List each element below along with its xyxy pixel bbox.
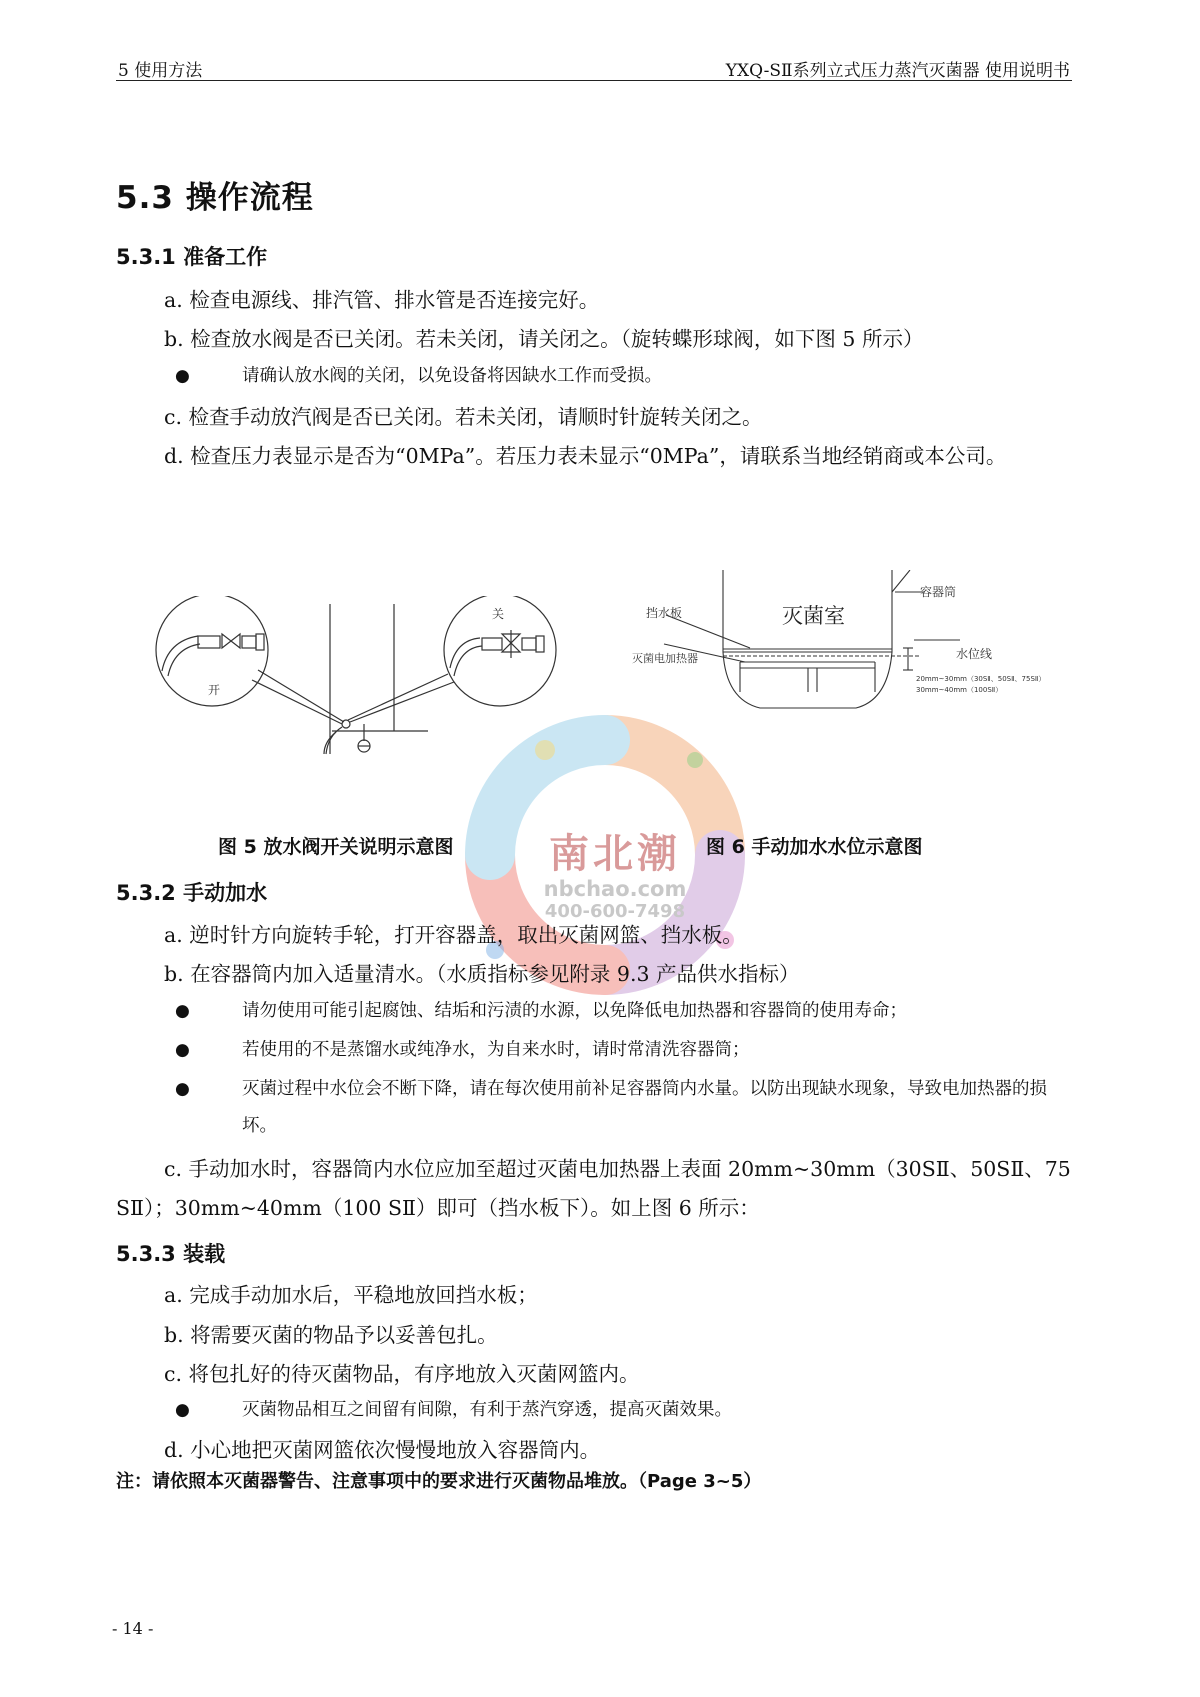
fig6-container-label: 容器筒 [920, 585, 957, 599]
bullet-text: 请勿使用可能引起腐蚀、结垢和污渍的水源，以免降低电加热器和容器筒的使用寿命； [242, 1001, 907, 1021]
bullet-icon: ● [175, 1079, 190, 1099]
step-531-a: a. 检查电源线、排汽管、排水管是否连接完好。 [164, 288, 600, 312]
step-532-b: b. 在容器筒内加入适量清水。（水质指标参见附录 9.3 产品供水指标） [164, 962, 800, 986]
fig6-baffle-label: 挡水板 [646, 606, 683, 620]
step-531-d: d. 检查压力表显示是否为“0MPa”。若压力表未显示“0MPa”，请联系当地经销商或本公司。 [164, 444, 1007, 468]
bullet-text: 灭菌过程中水位会不断下降，请在每次使用前补足容器筒内水量。以防出现缺水现象，导致电加热器的损坏。 [242, 1079, 1047, 1136]
step-531-b: b. 检查放水阀是否已关闭。若未关闭，请关闭之。（旋转蝶形球阀，如下图 5 所示） [164, 327, 924, 351]
figure-5-caption: 图 5 放水阀开关说明示意图 [218, 836, 454, 858]
fig6-heater-label: 灭菌电加热器 [632, 652, 698, 665]
stacking-note: 注：请依照本灭菌器警告、注意事项中的要求进行灭菌物品堆放。（Page 3~5） [116, 1471, 762, 1492]
header-manual-title: YXQ-SⅡ系列立式压力蒸汽灭菌器 使用说明书 [725, 61, 1070, 81]
figure-6-caption: 图 6 手动加水水位示意图 [706, 836, 923, 858]
step-533-c: c. 将包扎好的待灭菌物品，有序地放入灭菌网篮内。 [164, 1362, 640, 1386]
bullet-icon: ● [175, 366, 190, 386]
step-531-c: c. 检查手动放汽阀是否已关闭。若未关闭，请顺时针旋转关闭之。 [164, 405, 763, 429]
step-532-c: c. 手动加水时，容器筒内水位应加至超过灭菌电加热器上表面 20mm~30mm（30SⅡ、50SⅡ、75 SⅡ）；30mm~40mm（100 SⅡ）即可（挡水板下）。如上图 6 所示： [116, 1157, 1071, 1220]
fig5-label-on: 开 [208, 683, 221, 697]
bullet-text: 灭菌物品相互之间留有间隙，有利于蒸汽穿透，提高灭菌效果。 [242, 1400, 732, 1420]
step-532-a: a. 逆时针方向旋转手轮，打开容器盖，取出灭菌网篮、挡水板。 [164, 923, 743, 947]
subsection-heading-533: 5.3.3 装载 [116, 1242, 226, 1266]
watermark-brand: 南北潮 [549, 831, 681, 877]
fig6-chamber-label: 灭菌室 [782, 604, 845, 628]
page-number: - 14 - [112, 1619, 154, 1638]
fig6-dim-2: 30mm~40mm（100SⅡ） [916, 686, 1003, 694]
step-533-a: a. 完成手动加水后，平稳地放回挡水板； [164, 1283, 538, 1307]
watermark-url: nbchao.com [543, 877, 687, 901]
section-title: 5.3 操作流程 [116, 180, 314, 216]
bullet-icon: ● [175, 1400, 190, 1420]
step-533-b: b. 将需要灭菌的物品予以妥善包扎。 [164, 1323, 498, 1347]
running-header [116, 56, 1072, 81]
subsection-heading-531: 5.3.1 准备工作 [116, 245, 268, 269]
fig6-dim-1: 20mm~30mm（30SⅡ、50SⅡ、75SⅡ） [916, 675, 1046, 683]
bullet-icon: ● [175, 1040, 190, 1060]
subsection-heading-532: 5.3.2 手动加水 [116, 881, 268, 905]
bullet-text: 请确认放水阀的关闭，以免设备将因缺水工作而受损。 [242, 366, 662, 386]
fig5-label-off: 关 [492, 607, 505, 621]
fig6-waterline-label: 水位线 [956, 647, 993, 661]
step-533-d: d. 小心地把灭菌网篮依次慢慢地放入容器筒内。 [164, 1438, 601, 1462]
header-chapter: 5 使用方法 [118, 61, 203, 81]
watermark-phone: 400-600-7498 [544, 901, 686, 922]
bullet-icon: ● [175, 1001, 190, 1021]
watermark-text [530, 822, 700, 922]
bullet-text: 若使用的不是蒸馏水或纯净水，为自来水时，请时常清洗容器筒； [242, 1040, 750, 1060]
